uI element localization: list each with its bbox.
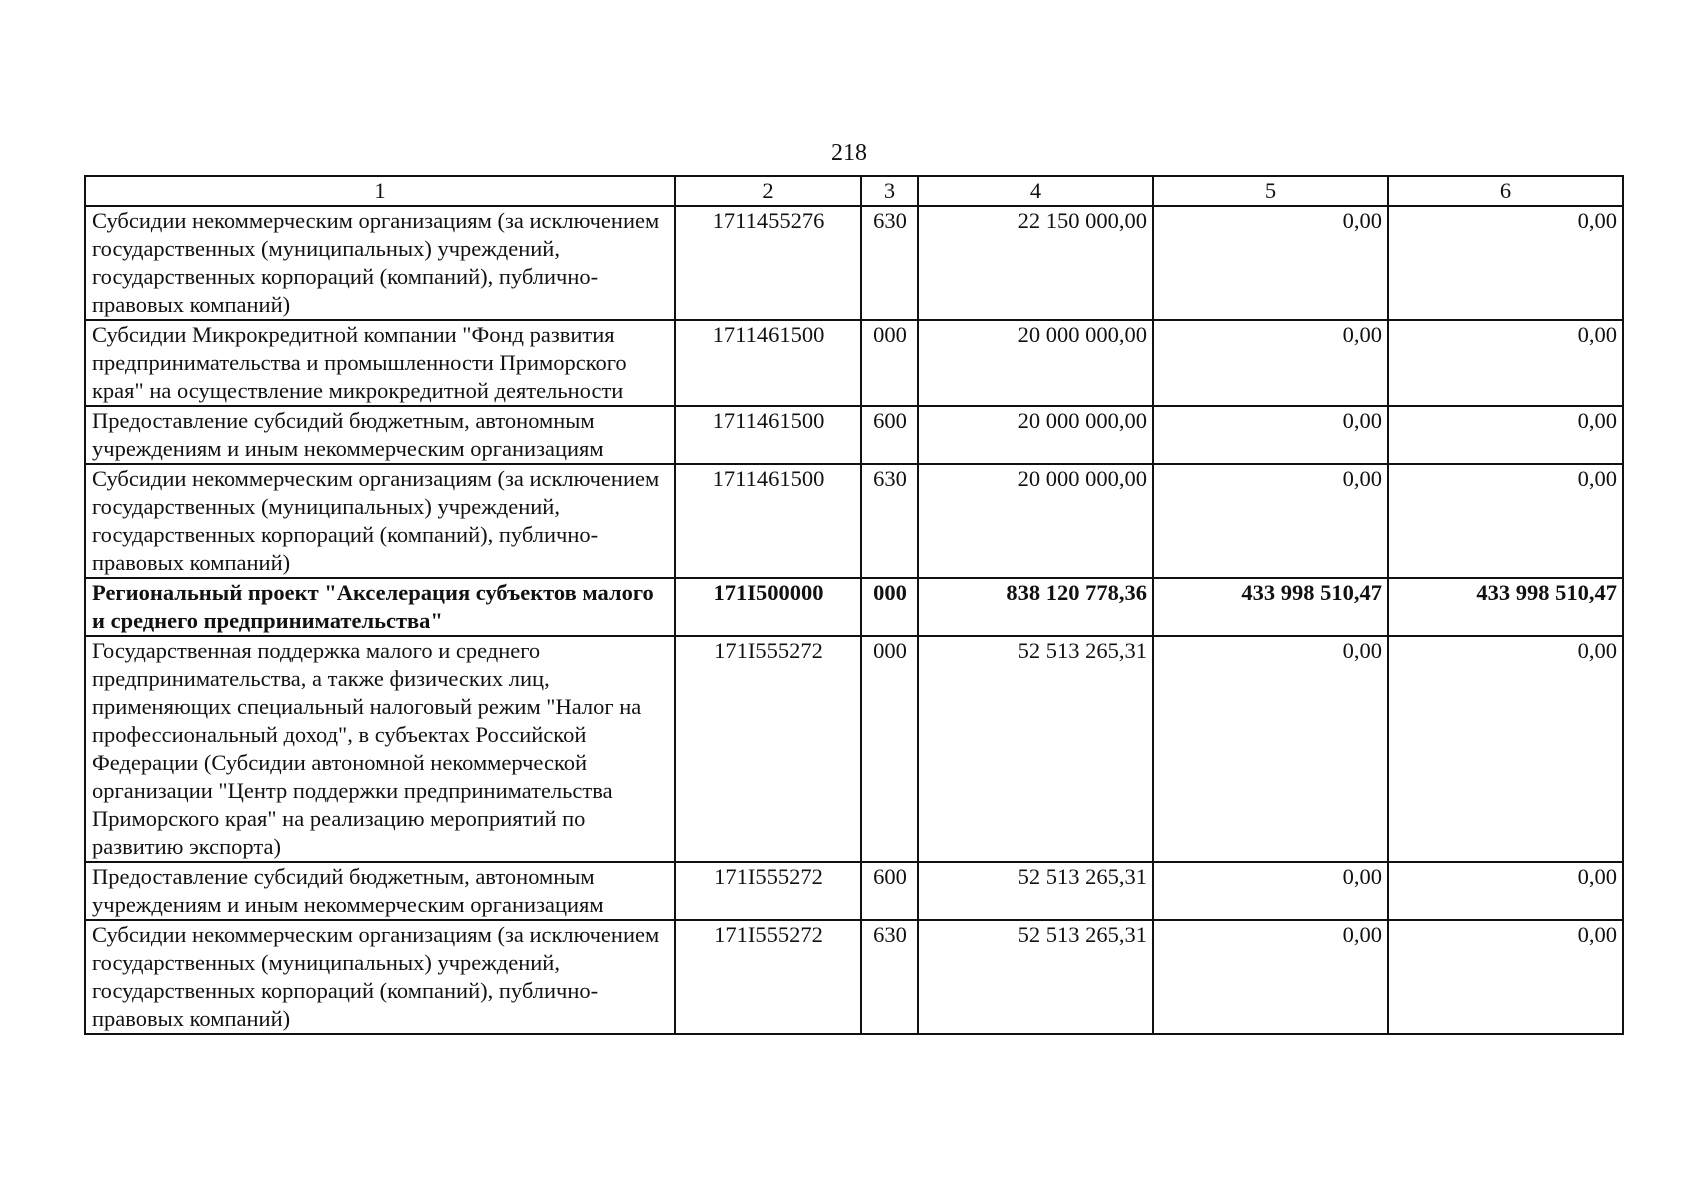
row-amount-col6: 0,00: [1388, 406, 1623, 464]
table-row: [85, 636, 1623, 862]
row-name: Региональный проект "Акселерация субъектов малого и среднего предпринимательства": [85, 578, 675, 636]
header-col-2: 2: [675, 176, 861, 206]
header-col-3: 3: [861, 176, 918, 206]
budget-table: [84, 175, 1624, 1035]
row-code: 1711455276: [675, 206, 861, 320]
row-name: Государственная поддержка малого и среднего предпринимательства, а также физических лиц, применяющих специальный налоговый режим "Налог на профессиональный доход", в субъектах Российской Федерации (Субсидии автономной некоммерческой организации "Центр поддержки предпринимательства Приморского края" на реализацию мероприятий по развитию экспорта): [85, 636, 675, 862]
row-code: 171I555272: [675, 920, 861, 1034]
row-type: 600: [861, 406, 918, 464]
table-row-regional-project: [85, 578, 1623, 636]
row-amount-col4: 52 513 265,31: [918, 862, 1153, 920]
row-code: 171I500000: [675, 578, 861, 636]
row-code: 1711461500: [675, 406, 861, 464]
row-amount-col4: 20 000 000,00: [918, 320, 1153, 406]
row-amount-col4: 52 513 265,31: [918, 920, 1153, 1034]
row-amount-col6: 0,00: [1388, 636, 1623, 862]
table-row: [85, 862, 1623, 920]
table-row: [85, 320, 1623, 406]
header-col-6: 6: [1388, 176, 1623, 206]
row-amount-col6: 433 998 510,47: [1388, 578, 1623, 636]
row-code: 171I555272: [675, 862, 861, 920]
header-col-1: 1: [85, 176, 675, 206]
row-amount-col5: 0,00: [1153, 862, 1388, 920]
row-type: 600: [861, 862, 918, 920]
row-amount-col6: 0,00: [1388, 920, 1623, 1034]
row-amount-col6: 0,00: [1388, 464, 1623, 578]
row-amount-col4: 52 513 265,31: [918, 636, 1153, 862]
page-number: 218: [831, 140, 867, 166]
header-row: [85, 176, 1623, 206]
table-header: [85, 176, 1623, 206]
row-type: 000: [861, 578, 918, 636]
table-row: [85, 464, 1623, 578]
row-type: 630: [861, 920, 918, 1034]
row-code: 171I555272: [675, 636, 861, 862]
row-amount-col5: 0,00: [1153, 464, 1388, 578]
row-name: Предоставление субсидий бюджетным, автономным учреждениям и иным некоммерческим организациям: [85, 406, 675, 464]
row-amount-col5: 433 998 510,47: [1153, 578, 1388, 636]
row-amount-col6: 0,00: [1388, 320, 1623, 406]
row-name: Субсидии некоммерческим организациям (за исключением государственных (муниципальных) учреждений, государственных корпораций (компаний), публично-правовых компаний): [85, 206, 675, 320]
table-row: [85, 920, 1623, 1034]
row-amount-col5: 0,00: [1153, 320, 1388, 406]
row-name: Субсидии некоммерческим организациям (за исключением государственных (муниципальных) учреждений, государственных корпораций (компаний), публично-правовых компаний): [85, 920, 675, 1034]
row-amount-col6: 0,00: [1388, 862, 1623, 920]
row-name: Субсидии Микрокредитной компании "Фонд развития предпринимательства и промышленности Приморского края" на осуществление микрокредитной деятельности: [85, 320, 675, 406]
row-amount-col5: 0,00: [1153, 920, 1388, 1034]
header-col-4: 4: [918, 176, 1153, 206]
row-type: 000: [861, 636, 918, 862]
row-type: 000: [861, 320, 918, 406]
row-name: Предоставление субсидий бюджетным, автономным учреждениям и иным некоммерческим организациям: [85, 862, 675, 920]
row-type: 630: [861, 464, 918, 578]
row-code: 1711461500: [675, 464, 861, 578]
table-row: [85, 206, 1623, 320]
row-code: 1711461500: [675, 320, 861, 406]
row-amount-col5: 0,00: [1153, 406, 1388, 464]
row-amount-col4: 22 150 000,00: [918, 206, 1153, 320]
row-amount-col4: 20 000 000,00: [918, 406, 1153, 464]
header-col-5: 5: [1153, 176, 1388, 206]
row-type: 630: [861, 206, 918, 320]
row-amount-col4: 20 000 000,00: [918, 464, 1153, 578]
row-name: Субсидии некоммерческим организациям (за исключением государственных (муниципальных) учреждений, государственных корпораций (компаний), публично-правовых компаний): [85, 464, 675, 578]
row-amount-col6: 0,00: [1388, 206, 1623, 320]
row-amount-col5: 0,00: [1153, 206, 1388, 320]
table-body: [85, 206, 1623, 1034]
table-row: [85, 406, 1623, 464]
row-amount-col4: 838 120 778,36: [918, 578, 1153, 636]
row-amount-col5: 0,00: [1153, 636, 1388, 862]
